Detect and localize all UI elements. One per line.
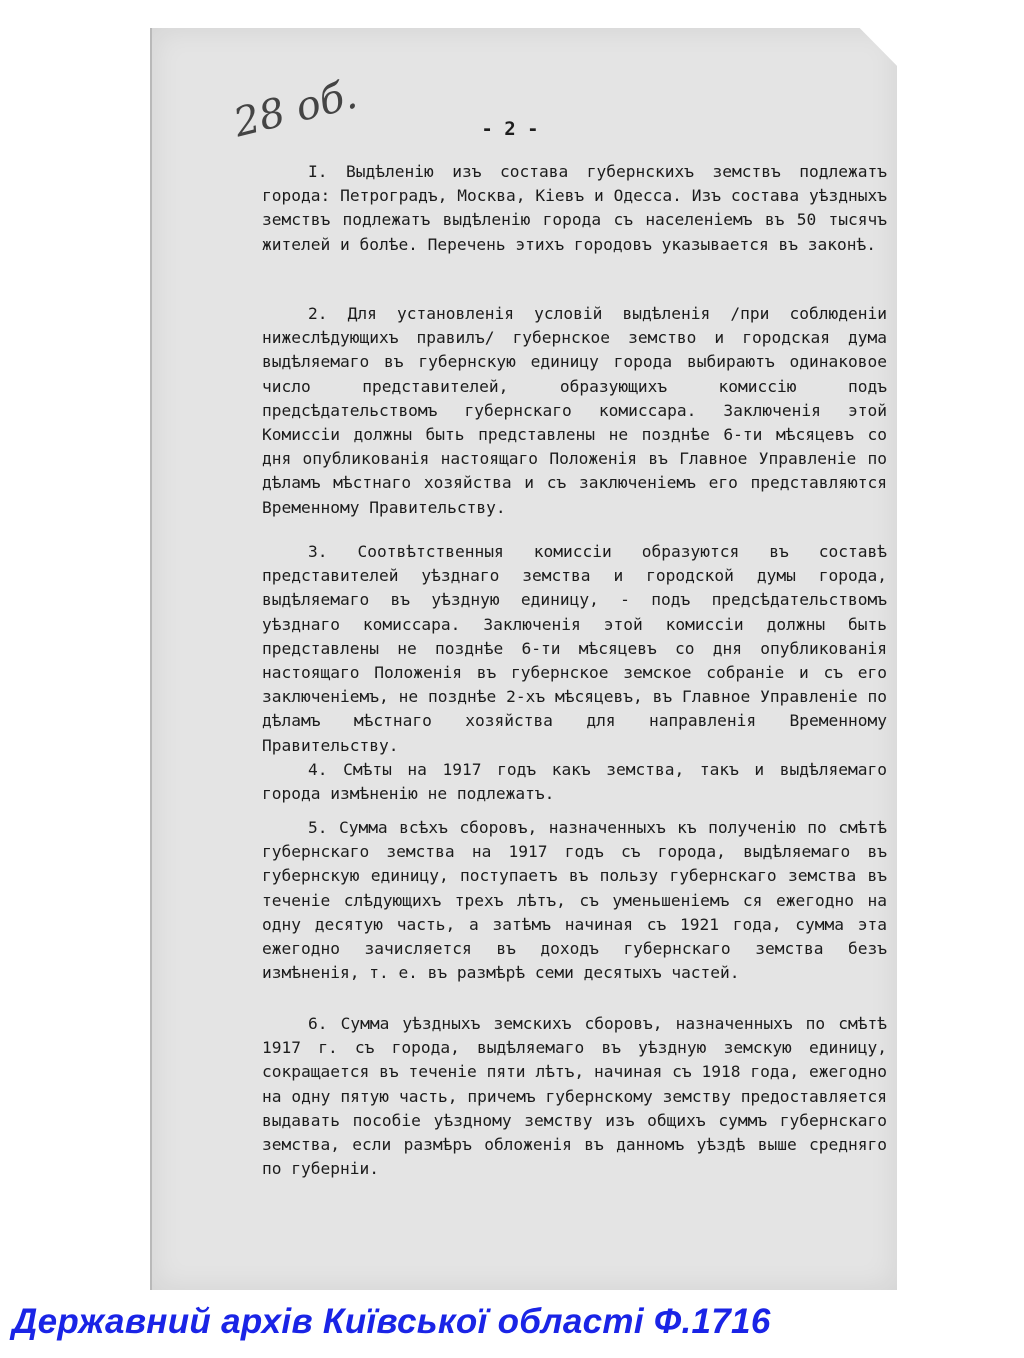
paragraph-1: I. Выдѣленію изъ состава губернскихъ земствъ подлежатъ города: Петроградъ, Москва, Кіевъ и Одесса. Изъ состава уѣздныхъ земствъ подлежатъ выдѣленію города съ населеніемъ въ 50 тысячъ жителей и болѣе. Перечень этихъ городовъ указывается въ законѣ.: [262, 162, 887, 254]
page-number: - 2 -: [481, 118, 539, 140]
handwritten-archive-number: 28 об.: [229, 71, 362, 147]
archive-caption: Державний архів Київської області Ф.1716: [12, 1302, 771, 1341]
paragraph-6: 6. Сумма уѣздныхъ земскихъ сборовъ, назначенныхъ по смѣтѣ 1917 г. съ города, выдѣляемаго въ уѣздную земскую единицу, сокращается въ теченіе пяти лѣтъ, начиная съ 1918 года, ежегодно на одну пятую часть, причемъ губернскому земству предоставляется выдавать пособіе уѣздному земству изъ общихъ суммъ губернскаго земства, если размѣръ обложенія въ данномъ уѣздѣ выше средняго по губерніи.: [262, 1014, 887, 1179]
paragraph-5: 5. Сумма всѣхъ сборовъ, назначенныхъ къ полученію по смѣтѣ губернскаго земства на 1917 годъ съ города, выдѣляемаго въ губернскую единицу, поступаетъ въ пользу губернскаго земства въ теченіе слѣдующихъ трехъ лѣтъ, съ уменьшеніемъ ся ежегодно на одну десятую часть, а затѣмъ начиная съ 1921 года, сумма эта ежегодно зачисляется въ доходъ губернскаго земства безъ измѣненія, т. е. въ размѣрѣ семи десятыхъ частей.: [262, 818, 887, 983]
paragraph-2: 2. Для установленія условій выдѣленія /при соблюденіи нижеслѣдующихъ правилъ/ губернское земство и городская дума выдѣляемаго въ губернскую единицу города выбираютъ одинаковое число представителей, образующихъ комиссію подъ предсѣдательствомъ губернскаго комиссара. Заключенія этой Комиссіи должны быть представлены не позднѣе 6-ти мѣсяцевъ со дня опубликованія настоящаго Положенія въ Главное Управленіе по дѣламъ мѣстнаго хозяйства и съ заключеніемъ его представляются Временному Правительству.: [262, 304, 887, 517]
paragraph-4: 4. Смѣты на 1917 годъ какъ земства, такъ и выдѣляемаго города измѣненію не подлежатъ.: [262, 760, 887, 804]
paragraph-3: 3. Соотвѣтственныя комиссіи образуются въ составѣ представителей уѣзднаго земства и городской думы города, выдѣляемаго въ уѣздную единицу, - подъ предсѣдательствомъ уѣзднаго комиссара. Заключенія этой комиссіи должны быть представлены не позднѣе 6-ти мѣсяцевъ со дня опубликованія настоящаго Положенія въ губернское земское собраніе и съ его заключеніемъ, не позднѣе 2-хъ мѣсяцевъ, въ Главное Управленіе по дѣламъ мѣстнаго хозяйства для направленія Временному Правительству.: [262, 542, 887, 755]
